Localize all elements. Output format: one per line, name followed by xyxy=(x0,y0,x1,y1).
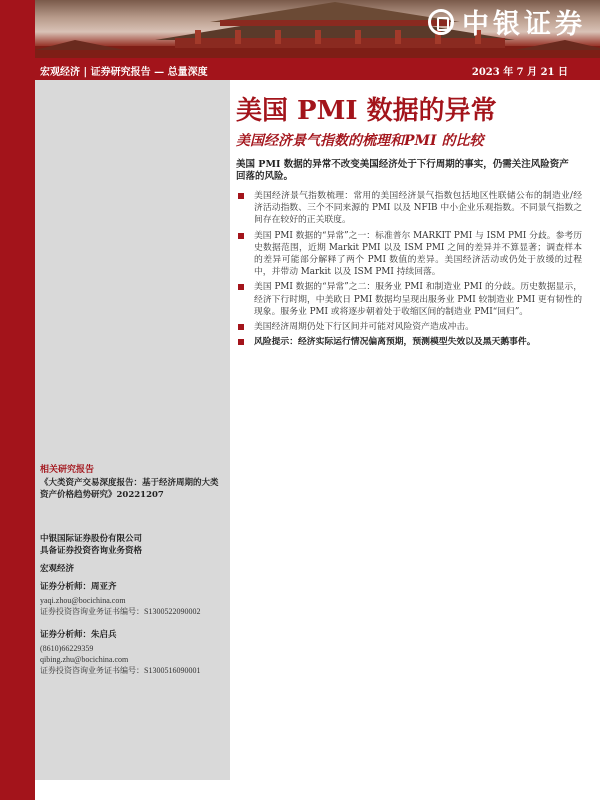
qualification-text: 具备证券投资咨询业务资格 xyxy=(40,546,143,556)
report-subtitle: 美国经济景气指数的梳理和PMI 的比较 xyxy=(236,133,484,149)
analyst-2-name: 证券分析师：朱启兵 xyxy=(40,630,117,640)
analyst-2-phone: (8610)66229359 xyxy=(40,644,94,653)
related-research-heading: 相关研究报告 xyxy=(40,465,95,475)
bullet-square-icon xyxy=(238,284,244,290)
analyst-2-email[interactable]: qibing.zhu@bocichina.com xyxy=(40,655,129,664)
analyst-1-name: 证券分析师：周亚齐 xyxy=(40,582,117,592)
analyst-2-cert: 证券投资咨询业务证书编号：S1300516090001 xyxy=(40,666,201,675)
header-banner-image xyxy=(35,0,600,58)
bullet-square-icon xyxy=(238,193,244,199)
list-item: 美国 PMI 数据的“异常”之二：服务业 PMI 和制造业 PMI 的分歧。历史数据显示，经济下行时期，中美欧日 PMI 数据均呈现出服务业 PMI 较制造业 PMI 更有韧性的现象。服务业 PMI 或将逐步朝着处于收缩区间的制造业 PMI“回归”。 xyxy=(236,281,582,318)
list-item: 美国 PMI 数据的“异常”之一：标准普尔 MARKIT PMI 与 ISM PMI 分歧。参考历史数据范围，近期 Markit PMI 以及 ISM PMI 之间的差异并不算显著；调查样本的差异可能部分解释了两个 PMI 数值的差异。美国经济活动或仍处于放缓的过程中，并带动 Markit 以及 ISM PMI 持续回落。 xyxy=(236,230,582,279)
left-accent-strip xyxy=(0,0,35,800)
boc-logo-icon xyxy=(428,9,454,35)
list-item: 美国经济周期仍处下行区间并可能对风险资产造成冲击。 xyxy=(236,321,582,333)
header-info-bar xyxy=(35,58,600,80)
brand-logo[interactable] xyxy=(428,2,586,41)
analyst-1-cert: 证券投资咨询业务证书编号：S1300522090002 xyxy=(40,607,201,616)
key-points-list xyxy=(236,190,582,351)
risk-warning-item: 风险提示：经济实际运行情况偏离预期，预测模型失效以及黑天鹅事件。 xyxy=(236,336,582,348)
report-category: 宏观经济 | 证券研究报告 — 总量深度 xyxy=(40,67,208,78)
related-report-link[interactable]: 《大类资产交易深度报告：基于经济周期的大类资产价格趋势研究》20221207 xyxy=(40,478,219,500)
bullet-square-icon xyxy=(238,339,244,345)
lead-summary: 美国 PMI 数据的异常不改变美国经济处于下行周期的事实，仍需关注风险资产回落的风险。 xyxy=(236,159,569,182)
report-title: 美国 PMI 数据的异常 xyxy=(236,96,497,126)
sidebar-section-label: 宏观经济 xyxy=(40,564,75,574)
brand-name: 中银证券 xyxy=(462,9,586,40)
bullet-square-icon xyxy=(238,324,244,330)
bullet-square-icon xyxy=(238,233,244,239)
list-item: 美国经济景气指数梳理：常用的美国经济景气指数包括地区性联储公布的制造业/经济活动指数、三个不同来源的 PMI 以及 NFIB 中小企业乐观指数。不同景气指数之间存在较好的正关联度。 xyxy=(236,190,582,227)
analyst-1-email[interactable]: yaqi.zhou@bocichina.com xyxy=(40,596,126,605)
company-name: 中银国际证券股份有限公司 xyxy=(40,534,143,544)
report-date: 2023 年 7 月 21 日 xyxy=(471,67,568,78)
